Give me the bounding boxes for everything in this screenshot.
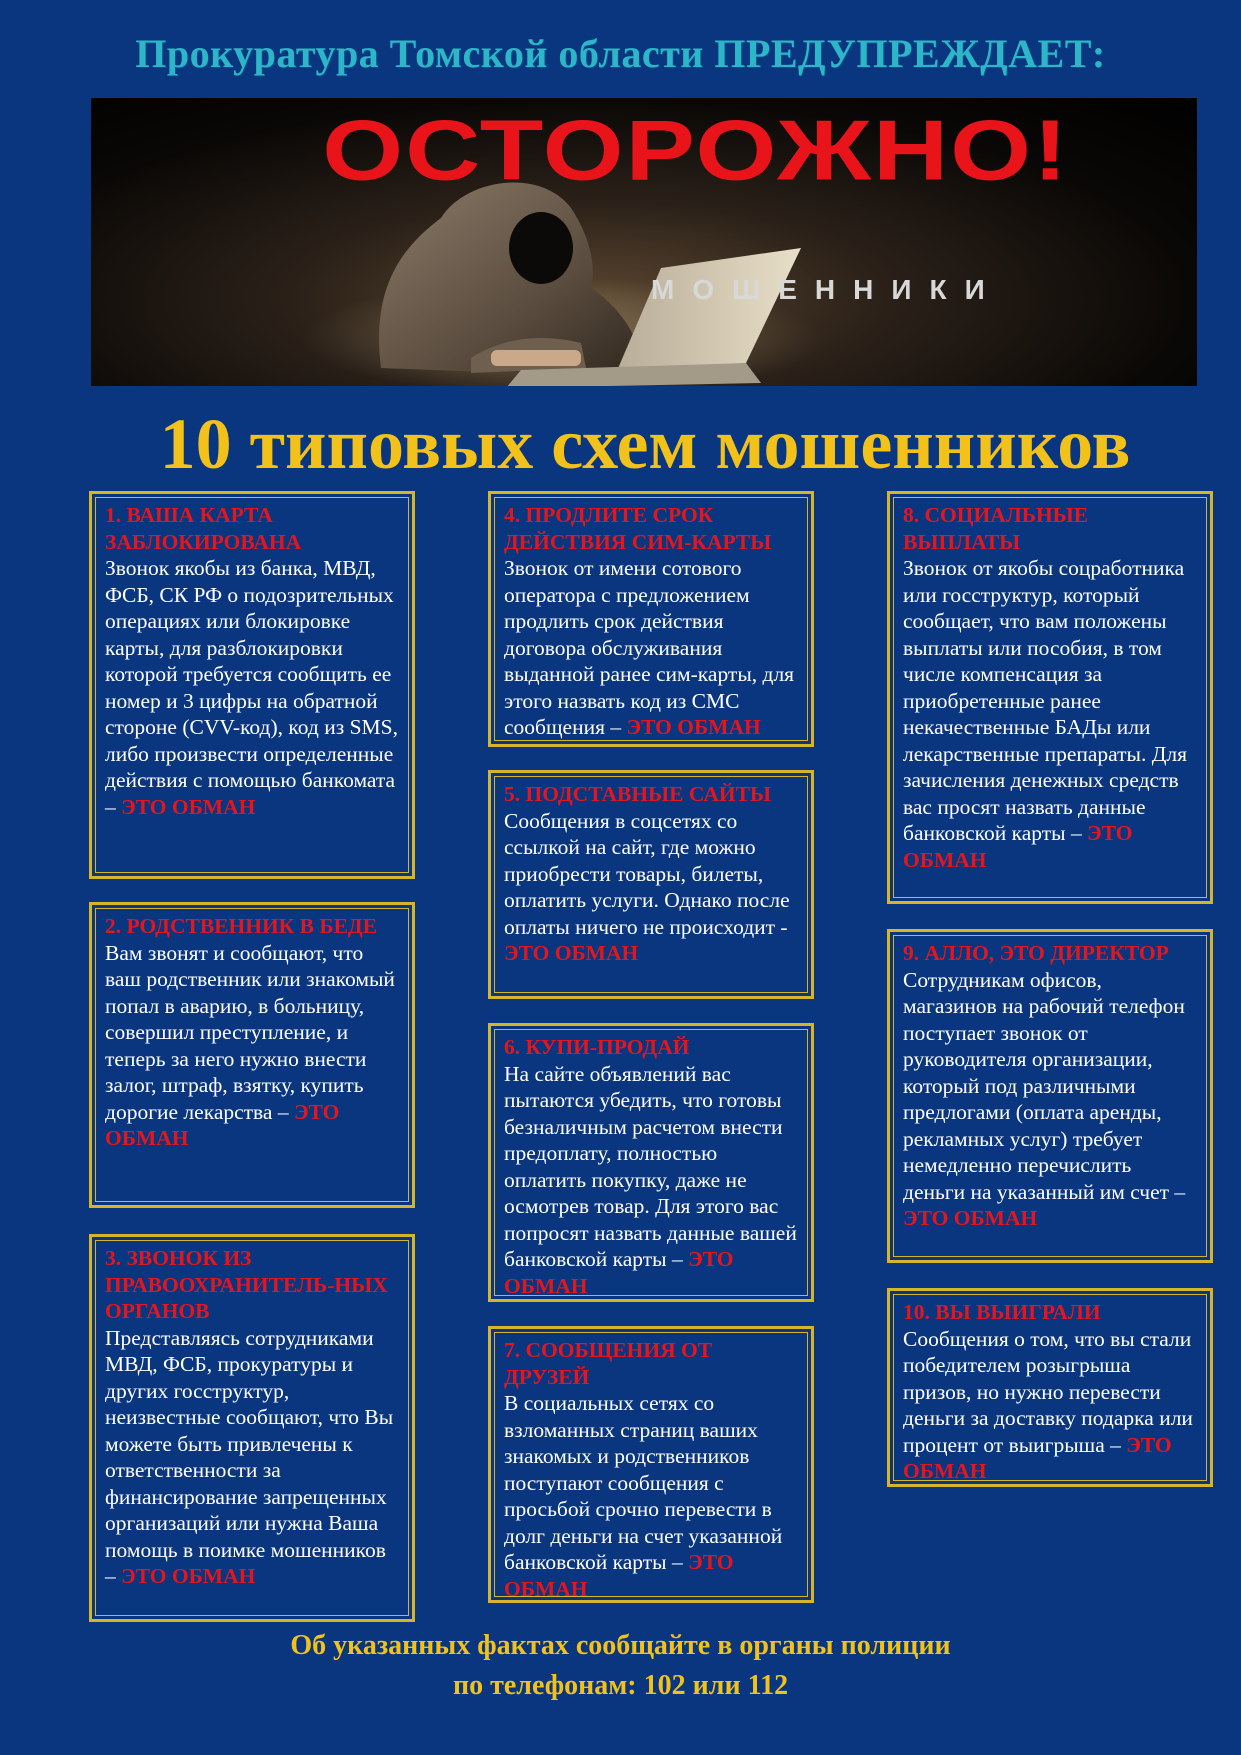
scheme-description: На сайте объявлений вас пытаются убедить, что готовы безналичным расчетом внести предоплату, полностью оплатить покупку, даже не осмотрев товар. Для этого вас попросят назвать данные вашей банковской карты –: [504, 1061, 797, 1271]
scheme-description: Вам звонят и сообщают, что ваш родственник или знакомый попал в аварию, в больницу, совершил преступление, и теперь за него нужно внести залог, штраф, взятку, купить дорогие лекарства –: [105, 940, 395, 1124]
footer-line-1: Об указанных фактах сообщайте в органы полиции: [290, 1630, 951, 1661]
scheme-description: Сообщения в соцсетях со ссылкой на сайт, где можно приобрести товары, билеты, оплатить услуги. Однако после оплаты ничего не происходит -: [504, 808, 790, 939]
scheme-title: 7. СООБЩЕНИЯ ОТ ДРУЗЕЙ: [504, 1338, 713, 1389]
scheme-title: 5. ПОДСТАВНЫЕ САЙТЫ: [504, 782, 772, 806]
scheme-description: Сообщения о том, что вы стали победителем розыгрыша призов, но нужно перевести деньги за доставку подарка или процент от выигрыша –: [903, 1326, 1193, 1457]
scheme-card-4: [488, 491, 814, 747]
scheme-description: Звонок от имени сотового оператора с предложением продлить срок действия договора обслуживания выданной ранее сим-карты, для этого назвать код из СМС сообщения –: [504, 556, 795, 739]
scheme-description: Представляясь сотрудниками МВД, ФСБ, прокуратуры и других госструктур, неизвестные сообщают, что Вы можете быть привлечены к ответственности за финансирование запрещенных организаций или нужна Ваша помощь в поимке мошенников –: [105, 1325, 394, 1588]
scheme-description: Сотрудникам офисов, магазинов на рабочий телефон поступает звонок от руководителя организации, который под различными предлогами (оплата аренды, рекламных услуг) требует немедленно перечислить деньги на указанный им счет –: [903, 967, 1186, 1204]
fraud-warning: ЭТО ОБМАН: [504, 1550, 734, 1601]
scheme-card-7: [488, 1326, 814, 1603]
scheme-title: 2. РОДСТВЕННИК В БЕДЕ: [105, 914, 378, 938]
scheme-card-2: [89, 902, 415, 1208]
main-title: 10 типовых схем мошенников: [159, 404, 1131, 484]
banner-headline: ОСТОРОЖНО!: [322, 103, 1070, 199]
fraud-warning: ЭТО ОБМАН: [105, 1099, 340, 1150]
warning-banner: [91, 98, 1197, 386]
scheme-title: 1. ВАША КАРТА ЗАБЛОКИРОВАНА: [105, 503, 302, 554]
scheme-title: 3. ЗВОНОК ИЗ ПРАВООХРАНИТЕЛЬ-НЫХ ОРГАНОВ: [105, 1246, 388, 1323]
scheme-card-8: [887, 491, 1213, 904]
scheme-card-5: [488, 770, 814, 999]
scheme-description: Звонок от якобы соцработника или госструктур, который сообщает, что вам положены выплаты или пособия, в том числе компенсация за приобретенные ранее некачественные БАДы или лекарственные препараты. Для зачисления денежных средств вас просят назвать данные банковской карты –: [903, 556, 1188, 845]
header-title: Прокуратура Томской области ПРЕДУПРЕЖДАЕТ:: [135, 31, 1106, 76]
scheme-title: 6. КУПИ-ПРОДАЙ: [504, 1035, 690, 1059]
scheme-card-9: [887, 929, 1213, 1263]
fraud-warning: ЭТО ОБМАН: [903, 821, 1133, 872]
scheme-card-10: [887, 1288, 1213, 1487]
fraud-warning: ЭТО ОБМАН: [903, 1432, 1172, 1483]
scheme-description: Звонок якобы из банка, МВД, ФСБ, СК РФ о подозрительных операциях или блокировке карты, для разблокировки которой требуется сообщить ее номер и 3 цифры на обратной стороне (CVV-код), код из SMS, либо произвести определенные действия с помощью банкомата –: [105, 556, 398, 819]
fraud-warning: ЭТО ОБМАН: [121, 794, 256, 819]
scheme-description: В социальных сетях со взломанных страниц ваших знакомых и родственников поступают сообщения с просьбой срочно перевести в долг деньги на счет указанной банковской карты –: [504, 1391, 783, 1574]
fraud-warning: ЭТО ОБМАН: [121, 1564, 256, 1588]
scheme-card-6: [488, 1023, 814, 1302]
scheme-card-3: [89, 1234, 415, 1622]
scheme-title: 10. ВЫ ВЫИГРАЛИ: [903, 1300, 1101, 1324]
footer: [0, 1626, 1241, 1706]
fraud-warning: ЭТО ОБМАН: [504, 941, 639, 965]
fraud-warning: ЭТО ОБМАН: [903, 1206, 1038, 1230]
footer-phone-line: по телефонам: 102 или 112: [452, 1670, 789, 1701]
scheme-card-1: [89, 491, 415, 879]
banner-subtitle: МОШЕННИКИ: [651, 274, 1003, 305]
fraud-warning: ЭТО ОБМАН: [504, 1247, 734, 1298]
scheme-title: 8. СОЦИАЛЬНЫЕ ВЫПЛАТЫ: [903, 503, 1089, 554]
fraud-warning: ЭТО ОБМАН: [626, 715, 761, 739]
scheme-title: 9. АЛЛО, ЭТО ДИРЕКТОР: [903, 941, 1169, 965]
scheme-title: 4. ПРОДЛИТЕ СРОК ДЕЙСТВИЯ СИМ-КАРТЫ: [504, 503, 772, 554]
